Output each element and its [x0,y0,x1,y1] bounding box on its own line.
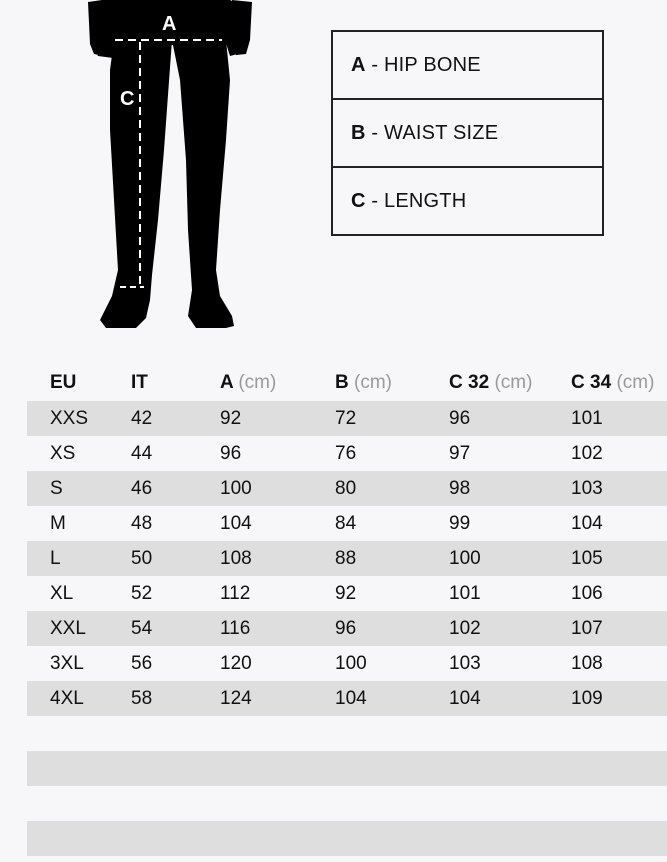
table-row [27,541,667,576]
table-cell: 72 [312,401,426,436]
table-cell: XXS [27,401,108,436]
table-cell: 84 [335,512,357,534]
column-header-suffix: 32 [462,372,495,393]
empty-table-cell [108,821,197,856]
table-cell: 105 [548,541,667,576]
empty-table-cell [27,751,108,786]
column-header-key: IT [131,372,148,393]
table-row [27,506,667,541]
table-cell: 108 [197,541,312,576]
table-header-row [27,365,667,401]
empty-table-cell [426,751,548,786]
table-cell: XL [50,582,74,604]
table-cell: 120 [220,652,252,674]
column-header [548,365,667,401]
empty-table-cell [197,786,312,821]
column-header [108,365,197,401]
column-header-key: A [220,372,234,393]
legend-separator: - [365,121,385,144]
empty-table-cell [108,786,197,821]
table-cell: 100 [426,541,548,576]
legend-item-length [333,166,602,234]
measurement-legend [331,30,604,236]
empty-table-cell [197,716,312,751]
legend-text: HIP BONE [384,53,481,76]
label-c: C [120,88,135,110]
table-cell: 103 [548,471,667,506]
table-row [27,611,667,646]
table-cell: 58 [108,681,197,716]
table-cell: 116 [197,611,312,646]
column-header [312,365,426,401]
table-cell: 96 [312,611,426,646]
table-cell: 42 [108,401,197,436]
legend-separator: - [365,189,385,212]
empty-table-cell [426,716,548,751]
table-cell: 44 [131,442,153,464]
table-row [27,646,667,681]
column-header [197,365,312,401]
empty-table-row [27,751,667,786]
table-cell: XXL [27,611,108,646]
table-cell: 48 [131,512,153,534]
empty-table-row [27,786,667,821]
legend-item-hip-bone [333,32,602,98]
column-header-unit: (cm) [238,372,277,393]
legend-key: C [351,189,366,212]
table-cell: 101 [548,401,667,436]
empty-table-row [27,821,667,856]
table-cell: 76 [335,442,357,464]
column-header [27,365,108,401]
legend-item-waist-size [333,98,602,166]
empty-table-cell [108,716,197,751]
column-header-key: B [335,372,349,393]
empty-table-cell [426,821,548,856]
right-leg-silhouette [172,40,234,328]
column-header-key: EU [50,372,77,393]
size-chart-table [27,365,667,856]
table-cell: S [27,471,108,506]
table-cell: 103 [449,652,481,674]
empty-table-cell [426,786,548,821]
table-cell: 96 [426,401,548,436]
table-cell: 46 [108,471,197,506]
table-cell: 50 [108,541,197,576]
table-cell: 100 [335,652,367,674]
table-cell: 108 [571,652,603,674]
empty-table-cell [27,786,108,821]
column-header-unit: (cm) [494,372,533,393]
table-cell: 56 [131,652,153,674]
column-header-suffix: 34 [584,372,617,393]
empty-table-cell [312,821,426,856]
table-body [27,401,667,856]
table-row [27,681,667,716]
table-cell: 101 [449,582,481,604]
empty-table-cell [108,751,197,786]
table-cell: 102 [571,442,603,464]
table-cell: 92 [335,582,357,604]
table-row [27,471,667,506]
legs-measurement-diagram [80,0,260,332]
column-header-key: C [571,372,585,393]
table-row [27,401,667,436]
table-cell: 104 [220,512,252,534]
table-cell: 54 [108,611,197,646]
empty-table-cell [27,716,108,751]
table-cell: 92 [197,401,312,436]
table-cell: 109 [548,681,667,716]
table-cell: 97 [449,442,471,464]
table-cell: 98 [426,471,548,506]
column-header-unit: (cm) [354,372,392,393]
table-cell: 88 [312,541,426,576]
table-cell: M [50,512,66,534]
empty-table-cell [312,716,426,751]
table-cell: 104 [426,681,548,716]
table-cell: 80 [312,471,426,506]
table-cell: L [27,541,108,576]
legend-text: WAIST SIZE [384,121,499,144]
table-cell: 52 [131,582,153,604]
legend-separator: - [365,53,385,76]
left-leg-silhouette [100,40,172,328]
empty-table-cell [27,821,108,856]
empty-table-cell [548,821,667,856]
legend-key: A [351,53,366,76]
empty-table-cell [312,786,426,821]
table-cell: 96 [220,442,242,464]
empty-table-row [27,716,667,751]
column-header-unit: (cm) [616,372,655,393]
table-cell: 112 [220,582,251,604]
table-cell: 106 [571,582,603,604]
empty-table-cell [548,786,667,821]
empty-table-cell [548,751,667,786]
table-cell: 124 [197,681,312,716]
table-cell: 104 [312,681,426,716]
column-header-key: C [449,372,463,393]
empty-table-cell [197,821,312,856]
table-row [27,576,667,611]
legend-text: LENGTH [384,189,467,212]
table-cell: 100 [197,471,312,506]
empty-table-cell [548,716,667,751]
column-header [426,365,548,401]
table-cell: 107 [548,611,667,646]
table-row [27,436,667,471]
legend-key: B [351,121,366,144]
empty-table-cell [312,751,426,786]
table-cell: XS [50,442,76,464]
empty-table-cell [197,751,312,786]
table-cell: 4XL [27,681,108,716]
label-a: A [162,13,177,35]
table-cell: 104 [571,512,603,534]
right-hand [230,0,252,55]
table-cell: 102 [426,611,548,646]
table-cell: 3XL [50,652,84,674]
table-cell: 99 [449,512,471,534]
